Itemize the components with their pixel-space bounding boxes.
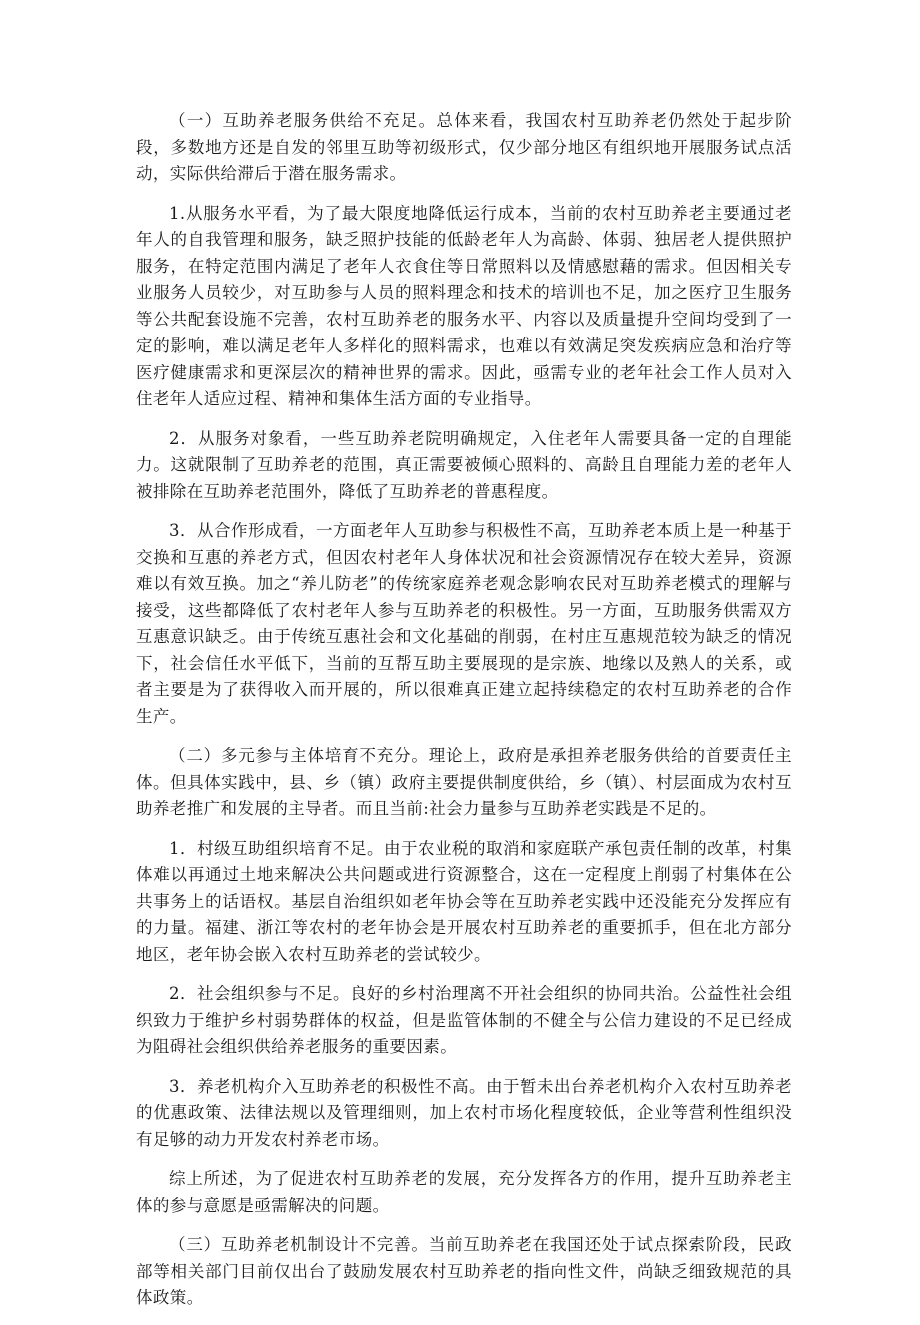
paragraph-village-organization: 1．村级互助组织培育不足。由于农业税的取消和家庭联产承包责任制的改革，村集体难以再通过土地来解决公共问题或进行资源整合，这在一定程度上削弱了村集体在公共事务上的话语权。基层自治组织如老年协会等在互助养老实践中还没能充分发挥应有的力量。福建、浙江等农村的老年协会是开展农村互助养老的重要抓手，但在北方部分地区，老年协会嵌入农村互助养老的尝试较少。 xyxy=(136,838,792,964)
paragraph-summary: 综上所述，为了促进农村互助养老的发展，充分发挥各方的作用，提升互助养老主体的参与意愿是亟需解决的问题。 xyxy=(136,1169,792,1215)
paragraph-section-2-heading: （二）多元参与主体培育不充分。理论上，政府是承担养老服务供给的首要责任主体。但具体实践中，县、乡（镇）政府主要提供制度供给，乡（镇）、村层面成为农村互助养老推广和发展的主导者。而且当前:社会力量参与互助养老实践是不足的。 xyxy=(136,746,792,818)
paragraph-service-level: 1.从服务水平看，为了最大限度地降低运行成本，当前的农村互助养老主要通过老年人的自我管理和服务，缺乏照护技能的低龄老年人为高龄、体弱、独居老人提供照护服务，在特定范围内满足了老年人衣食住等日常照料以及情感慰藉的需求。但因相关专业服务人员较少，对互助参与人员的照料理念和技术的培训也不足，加之医疗卫生服务等公共配套设施不完善，农村互助养老的服务水平、内容以及质量提升空间均受到了一定的影响，难以满足老年人多样化的照料需求，也难以有效满足突发疾病应急和治疗等医疗健康需求和更深层次的精神世界的需求。因此，亟需专业的老年社会工作人员对入住老年人适应过程、精神和集体生活方面的专业指导。 xyxy=(136,203,792,408)
paragraph-elderly-institution: 3．养老机构介入互助养老的积极性不高。由于暂未出台养老机构介入农村互助养老的优惠政策、法律法规以及管理细则，加上农村市场化程度较低，企业等营利性组织没有足够的动力开发农村养老市场。 xyxy=(136,1076,792,1149)
document-body xyxy=(136,108,792,1325)
paragraph-service-target: 2．从服务对象看，一些互助养老院明确规定，入住老年人需要具备一定的自理能力。这就限制了互助养老的范围，真正需要被倾心照料的、高龄且自理能力差的老年人被排除在互助养老范围外，降低了互助养老的普惠程度。 xyxy=(136,428,792,501)
paragraph-section-1-heading: （一）互助养老服务供给不充足。总体来看，我国农村互助养老仍然处于起步阶段，多数地方还是自发的邻里互助等初级形式，仅少部分地区有组织地开展服务试点活动，实际供给滞后于潜在服务需求。 xyxy=(136,111,792,183)
paragraph-section-3-heading: （三）互助养老机制设计不完善。当前互助养老在我国还处于试点探索阶段，民政部等相关部门目前仅出台了鼓励发展农村互助养老的指向性文件，尚缺乏细致规范的具体政策。 xyxy=(136,1235,792,1307)
paragraph-cooperation-form: 3．从合作形成看，一方面老年人互助参与积极性不高，互助养老本质上是一种基于交换和互惠的养老方式，但因农村老年人身体状况和社会资源情况存在较大差异，资源难以有效互换。加之“养儿防老”的传统家庭养老观念影响农民对互助养老模式的理解与接受，这些都降低了农村老年人参与互助养老的积极性。另一方面，互助服务供需双方互惠意识缺乏。由于传统互惠社会和文化基础的削弱，在村庄互惠规范较为缺乏的情况下，社会信任水平低下，当前的互帮互助主要展现的是宗族、地缘以及熟人的关系，或者主要是为了获得收入而开展的，所以很难真正建立起持续稳定的农村互助养老的合作生产。 xyxy=(136,521,792,726)
paragraph-social-organization: 2．社会组织参与不足。良好的乡村治理离不开社会组织的协同共治。公益性社会组织致力于维护乡村弱势群体的权益，但是监管体制的不健全与公信力建设的不足已经成为阻碍社会组织供给养老服务的重要因素。 xyxy=(136,984,792,1056)
